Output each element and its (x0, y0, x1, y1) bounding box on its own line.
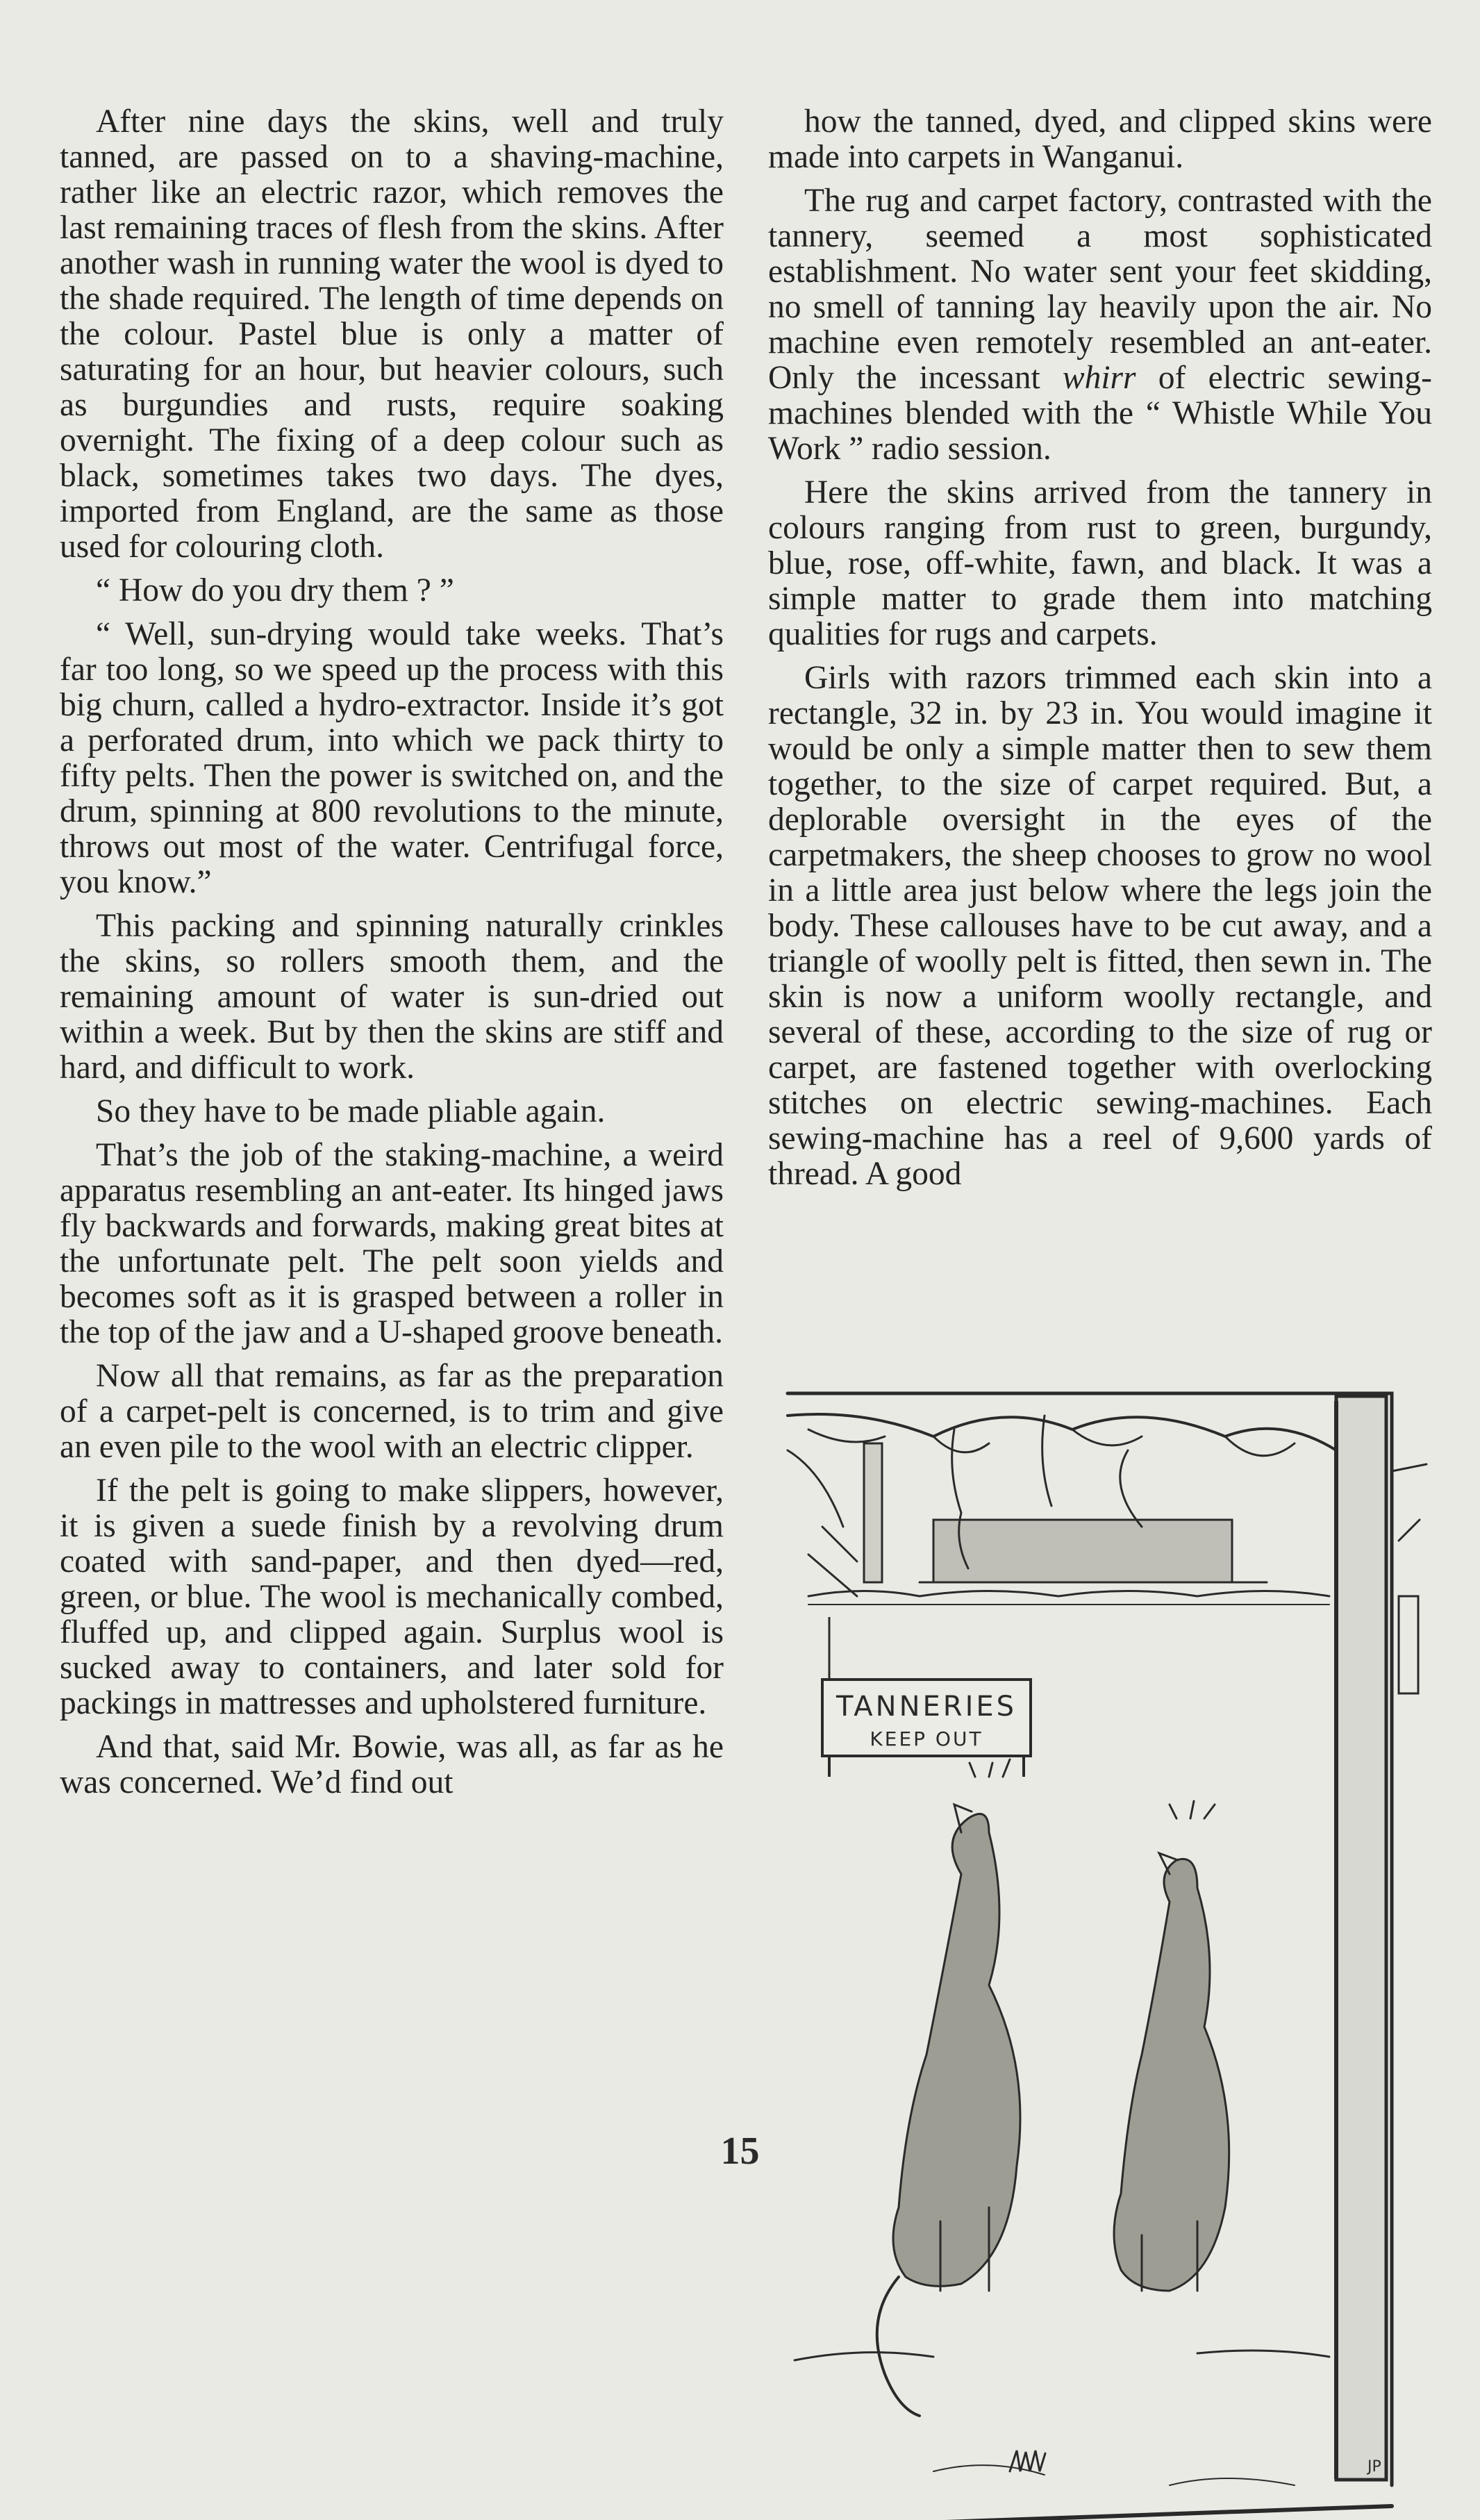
paragraph: This packing and spinning naturally crinkles the skins, so rollers smooth them, and the remaining amount of water is sun-dried out within a week. But by then the skins are stiff and hard, and difficult to work. (60, 908, 724, 1086)
sign-text-line2: KEEP OUT (870, 1727, 983, 1750)
paragraph (768, 183, 1432, 467)
paragraph: “ Well, sun-drying would take weeks. That’s far too long, so we speed up the process with this big churn, called a hydro-extractor. Inside it’s got a perforated drum, into which we pack thirty to fifty pelts. Then the power is switched on, and the drum, spinning at 800 revolutions to the minute, throws out most of the water. Centrifugal force, you know.” (60, 616, 724, 900)
paragraph: Now all that remains, as far as the preparation of a carpet-pelt is concerned, is to trim and give an even pile to the wool with an electric clipper. (60, 1358, 724, 1465)
page-number: 15 (720, 2130, 760, 2173)
cartoon-illustration (781, 1388, 1435, 2520)
paragraph: So they have to be made pliable again. (96, 1093, 606, 1129)
paragraph: how the tanned, dyed, and clipped skins were made into carpets in Wanganui. (768, 103, 1432, 175)
artist-signature: JP (1367, 2458, 1381, 2476)
tanneries-sign (822, 1617, 1031, 1777)
emphasis: whirr (1062, 360, 1136, 396)
paragraph: Girls with razors trimmed each skin into a rectangle, 32 in. by 23 in. You would imagine it would be only a simple matter then to sew them together, to the size of carpet required. But, a deplorable oversight in the eyes of the carpetmakers, the sheep chooses to grow no wool in a little area just below where the legs join the body. These callouses have to be cut away, and a triangle of woolly pelt is fitted, then sewn in. The skin is now a uniform woolly rectangle, and several of these, according to the size of rug or carpet, are fastened together with overlocking stitches on electric sewing-machines. Each sewing-machine has a reel of 9,600 yards of thread. A good (768, 660, 1432, 1192)
paragraph: “ How do you dry them ? ” (96, 572, 454, 608)
paragraph: After nine days the skins, well and truly tanned, are passed on to a shaving-machine, rather like an electric razor, which removes the last remaining traces of flesh from the skins. After another wash in running water the wool is dyed to the shade required. The length of time depends on the colour. Pastel blue is only a matter of saturating for an hour, but heavier colours, such as burgundies and rusts, require soaking overnight. The fixing of a deep colour such as black, sometimes takes two days. The dyes, imported from England, are the same as those used for colouring cloth. (60, 103, 724, 565)
paragraph: Here the skins arrived from the tannery in colours ranging from rust to green, burgundy, blue, rose, off-white, fawn, and black. It was a simple matter to grade them into matching qualities for rugs and carpets. (768, 474, 1432, 652)
right-column (768, 104, 1432, 1200)
left-column (60, 104, 724, 1809)
paragraph: And that, said Mr. Bowie, was all, as far as he was concerned. We’d find out (60, 1729, 724, 1800)
paragraph: If the pelt is going to make slippers, however, it is given a suede finish by a revolving drum coated with sand-paper, and then dyed—red, green, or blue. The wool is mechanically combed, fluffed up, and clipped again. Surplus wool is sucked away to containers, and later sold for packings in mattresses and upholstered furniture. (60, 1473, 724, 1721)
text-run: of electric sewing-machines blended with the “ Whistle While You Work ” radio session. (768, 360, 1432, 467)
sign-text-line1: TANNERIES (835, 1691, 1017, 1723)
text-run: The rug and carpet factory, contrasted with the tannery, seemed a most sophisticated establishment. No water sent your feet skidding, no smell of tanning lay heavily upon the air. No machine even remotely resembled an ant-eater. Only the incessant (768, 183, 1432, 396)
paragraph: That’s the job of the staking-machine, a weird apparatus resembling an ant-eater. Its hinged jaws fly backwards and forwards, making great bites at the unfortunate pelt. The pelt soon yields and becomes soft as it is grasped between a roller in the top of the jaw and a U-shaped groove beneath. (60, 1137, 724, 1350)
